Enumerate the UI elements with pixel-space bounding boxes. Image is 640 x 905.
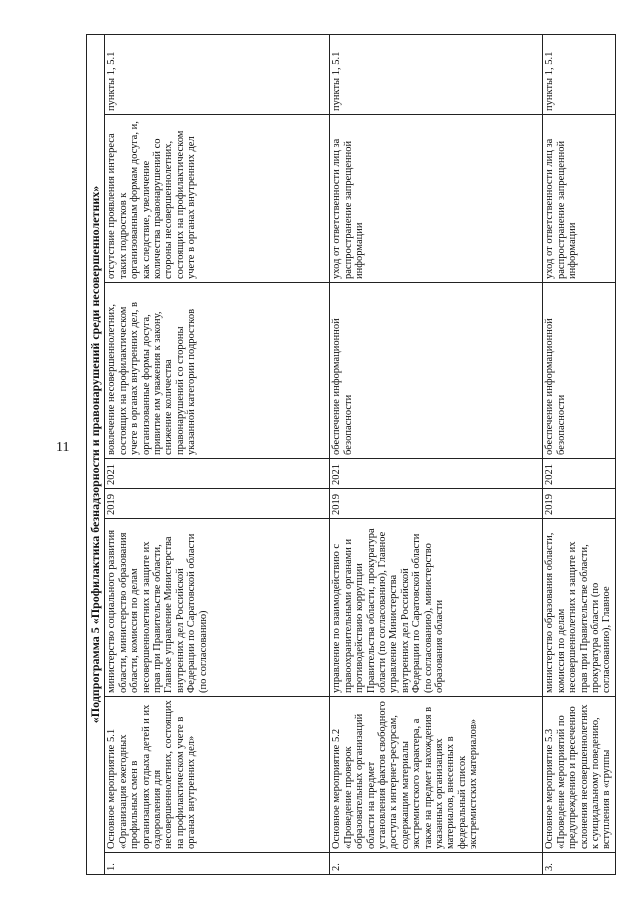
related-points: пункты 1, 5.1	[105, 34, 330, 114]
related-points: пункты 1, 5.1	[330, 34, 543, 114]
row-number: 2.	[330, 853, 543, 875]
expected-result: обеспечение информационной безопасности	[543, 283, 616, 459]
start-year: 2019	[105, 489, 330, 519]
consequences: уход от ответственности лиц за распространение запрещенной информации	[330, 115, 543, 283]
event-name: Основное мероприятие 5.1 «Организация ежегодных профильных смен в организациях отдыха детей и их оздоровления для несовершеннолетних, состоящих на профилактическом учете в органах внутренних дел»	[105, 697, 330, 853]
row-number: 1.	[105, 853, 330, 875]
consequences: отсутствие проявления интереса таких подростков к организованным формам досуга, и, как следствие, увеличение количества правонарушений со стороны несовершеннолетних, состоящих на профилактическом учете в органах внутренних дел	[105, 115, 330, 283]
event-name: Основное мероприятие 5.3 «Проведение мероприятий по предупреждению и пресечению склонения несовершеннолетних к суицидальному поведению, вступления в «группы	[543, 697, 616, 853]
expected-result: обеспечение информационной безопасности	[330, 283, 543, 459]
table-row	[330, 34, 543, 874]
row-number: 3.	[543, 853, 616, 875]
end-year: 2021	[330, 459, 543, 489]
subprogram-header: «Подпрограмма 5 «Профилактика безнадзорности и правонарушений среди несовершеннолетних»	[87, 34, 105, 874]
table-row	[543, 34, 616, 874]
consequences: уход от ответственности лиц за распространение запрещенной информации	[543, 115, 616, 283]
executors: министерство образования области, комиссия по делам несовершеннолетних и защите их прав при Правительстве области, прокуратура области (по согласованию), Главное	[543, 519, 616, 697]
table-row	[105, 34, 330, 874]
related-points: пункты 1, 5.1	[543, 34, 616, 114]
rotated-table-wrapper	[86, 35, 626, 875]
expected-result: вовлечение несовершеннолетних, состоящих на профилактическом учете в органах внутренних дел, в организованные формы досуга, привитие им уважения к закону, снижение количества правонарушений со стороны указанной категории подростков	[105, 283, 330, 459]
executors: министерство социального развития области, министерство образования области, комиссия по делам несовершеннолетних и защите их прав при Правительстве области, Главное управление Министерства внутренних дел Российской Федерации по Саратовской области (по согласованию)	[105, 519, 330, 697]
end-year: 2021	[543, 459, 616, 489]
end-year: 2021	[105, 459, 330, 489]
start-year: 2019	[330, 489, 543, 519]
start-year: 2019	[543, 489, 616, 519]
event-name: Основное мероприятие 5.2 «Проведение проверок образовательных организаций области на предмет установления фактов свободного доступа к интернет-ресурсам, содержащим материалы экстремистского характера, а также на предмет нахождения в указанных организациях материалов, внесенных в федеральный список экстремистских материалов»	[330, 697, 543, 853]
program-table	[86, 34, 616, 875]
page-number: 11	[56, 440, 70, 455]
executors: управление по взаимодействию с правоохранительными органами и противодействию коррупции Правительства области, прокуратура области (по согласованию), Главное управление Министерства внутренних дел Российской Федерации по Саратовской области (по согласованию), министерство образования области	[330, 519, 543, 697]
